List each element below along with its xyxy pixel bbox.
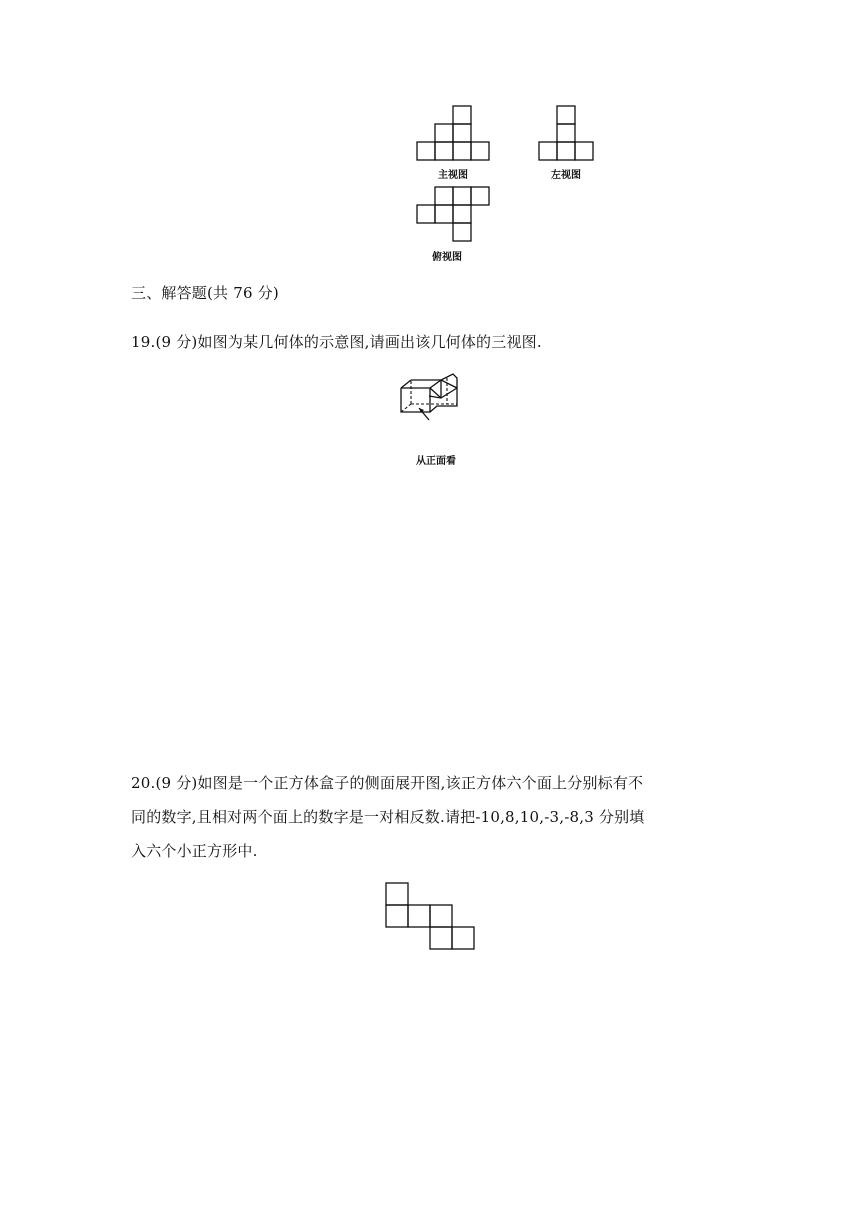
left-view-caption: 左视图	[551, 170, 581, 181]
solid-diagram-caption: 从正面看	[416, 456, 456, 467]
cube-net-diagram	[385, 882, 475, 952]
section-header: 三、解答题(共 76 分)	[131, 284, 279, 302]
question-20-line-3: 入六个小正方形中.	[131, 842, 258, 860]
solid-diagram	[397, 374, 467, 454]
top-view-drawing	[415, 186, 491, 244]
left-view-drawing	[537, 105, 595, 163]
question-20-line-2: 同的数字,且相对两个面上的数字是一对相反数.请把-10,8,10,-3,-8,3 分别填	[131, 808, 645, 826]
front-view-caption: 主视图	[438, 170, 468, 181]
question-20-line-1: 20.(9 分)如图是一个正方体盒子的侧面展开图,该正方体六个面上分别标有不	[131, 774, 644, 792]
front-view-drawing	[415, 105, 491, 163]
top-view-caption: 俯视图	[432, 252, 462, 263]
question-19-text: 19.(9 分)如图为某几何体的示意图,请画出该几何体的三视图.	[131, 333, 542, 351]
